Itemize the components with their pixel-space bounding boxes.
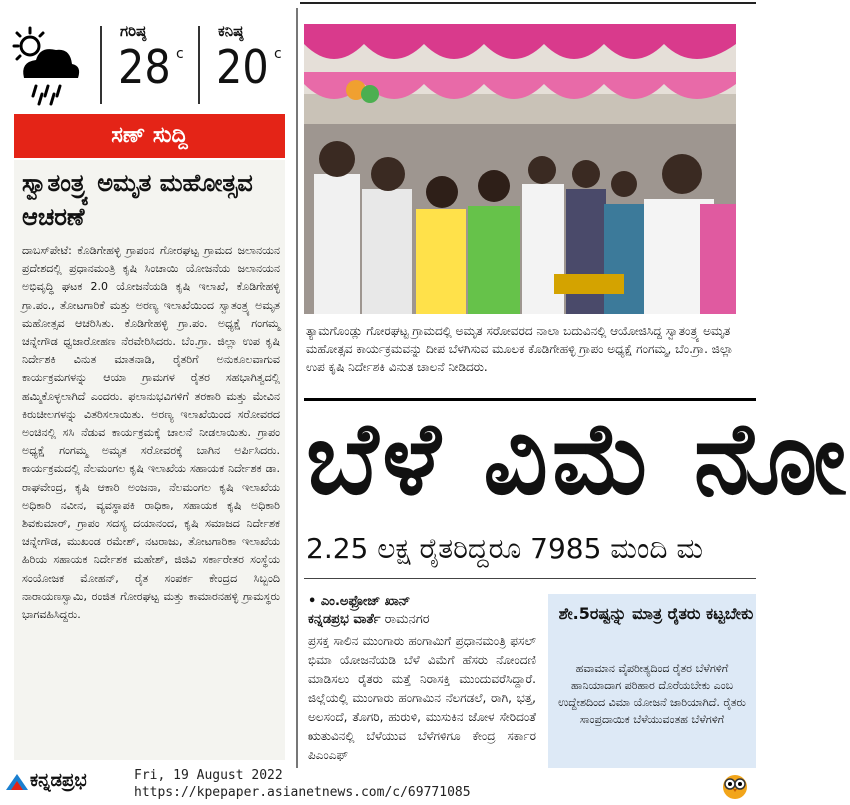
event-photo — [304, 24, 736, 314]
brand-logo-text: ಕನ್ನಡಪ್ರಭ — [30, 770, 87, 791]
max-temp-unit: c — [176, 46, 184, 62]
owl-mascot-icon — [720, 770, 750, 800]
main-article-body: ಪ್ರಸಕ್ತ ಸಾಲಿನ ಮುಂಗಾರು ಹಂಗಾಮಿಗೆ ಪ್ರಧಾನಮಂತ್ರಿ ಫಸಲ್ ಭಿಮಾ ಯೋಜನೆಯಡಿ ಬೆಳೆ ವಿಮೆಗೆ ಹೆಸರು ನೋಂದಣಿ ಮಾಡಿಸಲು ರೈತರು ಮತ್ತೆ ನಿರಾಸಕ್ತಿ ಮುಂದುವರೆಸಿದ್ದಾರೆ. ಜಿಲ್ಲೆಯಲ್ಲಿ ಮುಂಗಾರು ಹಂಗಾಮಿನ ನೆಲಗಡಲೆ, ರಾಗಿ, ಭತ್ತ, ಅಲಸಂದೆ, ತೊಗರಿ, ಹುರುಳಿ, ಮುಸುಕಿನ ಜೋಳ ಸೇರಿದಂತೆ ಋತುವಿನಲ್ಲಿ ಬೆಳೆಯುವ ಬೆಳೆಗಳಿಗೂ ಕೇಂದ್ರ ಸರ್ಕಾರ ಪಿಎಂಎಫ್ — [308, 634, 536, 762]
left-article-body: ದಾಬಸ್‌ಪೇಟೆ: ಕೊಡಿಗೇಹಳ್ಳಿ ಗ್ರಾಪಂನ ಗೋರಘಟ್ಟ ಗ್ರಾಮದ ಜಲಾನಯನ ಪ್ರದೇಶದಲ್ಲಿ ಪ್ರಧಾನಮಂತ್ರಿ ಕೃಷಿ ಸಿಂಚಾಯಿ ಯೋಜನೆಯ ಜಲಾನಯನ ಅಭಿವೃದ್ಧಿ ಘಟಕ 2.0 ಯೋಜನೆಯಡಿ ಕೃಷಿ ಇಲಾಖೆ, ಕೊಡಿಗೇಹಳ್ಳಿ ಗ್ರಾ.ಪಂ., ತೋಟಗಾರಿಕೆ ಮತ್ತು ಅರಣ್ಯ ಇಲಾಖೆಯಿಂದ ಸ್ವಾತಂತ್ರ್ಯ ಅಮೃತ ಮಹೋತ್ಸವ ಆಚರಿಸಿತು. ಕೊಡಿಗೇಹಳ್ಳಿ ಗ್ರಾ.ಪಂ. ಅಧ್ಯಕ್ಷೆ ಗಂಗಮ್ಮ ಚನ್ನೇಗೌಡ ಧ್ವಜಾರೋಹಣ ನೆರವೇರಿಸಿದರು. ಬೆಂ.ಗ್ರಾ. ಜಿಲ್ಲಾ ಉಪ ಕೃಷಿ ನಿರ್ದೇಶಕಿ ವಿನುತ ಮಾತನಾಡಿ, ರೈತರಿಗೆ ಅನುಕೂಲವಾಗುವ ಕಾರ್ಯಕ್ರಮಗಳನ್ನು ಆಯಾ ಗ್ರಾಮಗಳ ರೈತರ ಸಹಭಾಗಿತ್ವದಲ್ಲಿ ಹಮ್ಮಿಕೊಳ್ಳಲಾಗಿದೆ ಎಂದರು. ಫಲಾನುಭವಿಗಳಿಗೆ ತರಕಾರಿ ಮತ್ತು ಮೇವಿನ ಕಿರುಚೀಲಗಳನ್ನು ವಿತರಿಸಲಾಯಿತು. ಅರಣ್ಯ ಇಲಾಖೆಯಿಂದ ಸರೋವರದ ಅಂಚಿನಲ್ಲಿ ಸಸಿ ನೆಡುವ ಕಾರ್ಯಕ್ರಮಕ್ಕೆ ಚಾಲನೆ ನೀಡಲಾಯಿತು. ಗ್ರಾಪಂ ಅಧ್ಯಕ್ಷೆ ಗಂಗಮ್ಮ ಅಮೃತ ಸರೋವರಕ್ಕೆ ಬಾಗಿನ ಅರ್ಪಿಸಿದರು. ಕಾರ್ಯಕ್ರಮದಲ್ಲಿ ನೆಲಮಂಗಲ ಕೃಷಿ ಇಲಾಖೆಯ ಸಹಾಯಕ ನಿರ್ದೇಶಕ ಡಾ. ರಾಘವೇಂದ್ರ, ಕೃಷಿ ಆಕಾರಿ ಅಂಜನಾ, ನೆಲಮಂಗಲ ಕೃಷಿ ಇಲಾಖೆಯ ಅಧಿಕಾರಿ ನವೀನ, ವ್ಯವಸ್ಥಾಪಕಿ ರಾಧಿಕಾ, ಸಹಾಯಕ ಕೃಷಿ ಅಧಿಕಾರಿ ಶಿವಕುಮಾರ್, ಗ್ರಾಪಂ ಸದಸ್ಯ ದಯಾನಂದ, ಕೃಷಿ ಸಮಾಜದ ನಿರ್ದೇಶಕ ಚನ್ನೇಗೌಡ, ಮುಖಂಡ ರಮೇಶ್, ನಟರಾಜು, ತೋಟಗಾರಿಕಾ ಇಲಾಖೆಯ ಹಿರಿಯ ಸಹಾಯಕ ನಿರ್ದೇಶಕ ಮಹೇಶ್, ಜಿಜಿವಿ ಸರ್ಕಾರೇತರ ಸಂಸ್ಥೆಯ ಸಂಯೋಜಕ ಮೋಹನ್, ರೈತ ಸಂಪರ್ಕ ಕೇಂದ್ರದ ಸಿಬ್ಬಂದಿ ನಾರಾಯಣಸ್ವಾಮಿ, ರಂಜಿತ ಗೋರಘಟ್ಟ ಮತ್ತು ಕಾಮಾರನಹಳ್ಳಿ ಗ್ರಾಮಸ್ಥರು ಭಾಗವಹಿಸಿದ್ದರು. — [22, 244, 280, 622]
weather-divider-2 — [198, 26, 200, 104]
weather-divider — [100, 26, 102, 104]
cloud-rain-icon — [10, 24, 84, 106]
event-photo-image — [304, 24, 736, 314]
max-temp-label: ಗರಿಷ್ಠ — [120, 22, 147, 40]
side-box-headline: ಶೇ.5ರಷ್ಟನ್ನು ಮಾತ್ರ ರೈತರು ಕಟ್ಟಬೇಕು — [558, 604, 754, 623]
dateline-place: ರಾಮನಗರ — [384, 612, 430, 627]
news-source: ಕನ್ನಡಪ್ರಭ ವಾರ್ತೆ — [308, 612, 381, 627]
dateline — [308, 612, 430, 627]
main-subheadline: 2.25 ಲಕ್ಷ ರೈತರಿದ್ದರೂ 7985 ಮಂದಿ ಮ — [306, 532, 703, 565]
weather-widget — [10, 18, 290, 108]
left-article-headline: ಸ್ವಾತಂತ್ರ್ಯ ಅಮೃತ ಮಹೋತ್ಸವ ಆಚರಣೆ — [22, 169, 253, 231]
section-banner: ಸಣ್ ಸುದ್ದಿ — [14, 114, 285, 158]
column-divider — [296, 8, 298, 768]
byline: • ಎಂ.ಅಫ್ರೋಜ್ ಖಾನ್ — [308, 594, 411, 609]
photo-caption: ತ್ಯಾಮಗೊಂಡ್ಲು ಗೋರಘಟ್ಟ ಗ್ರಾಮದಲ್ಲಿ ಅಮೃತ ಸರೋವರದ ನಾಲಾ ಬದುವಿನಲ್ಲಿ ಆಯೋಜಿಸಿದ್ದ ಸ್ವಾತಂತ್ರ್ಯ ಅಮೃತ ಮಹೋತ್ಸವ ಕಾರ್ಯಕ್ರಮವನ್ನು ದೀಪ ಬೆಳಗಿಸುವ ಮೂಲಕ ಕೊಡಿಗೇಹಳ್ಳಿ ಗ್ರಾಪಂ ಅಧ್ಯಕ್ಷೆ ಗಂಗಮ್ಮ, ಬೆಂ.ಗ್ರಾ. ಜಿಲ್ಲಾ ಉಪ ಕೃಷಿ ನಿರ್ದೇಶಕಿ ವಿನುತ ಚಾಲನೆ ನೀಡಿದರು. — [306, 324, 734, 374]
footer-date: Fri, 19 August 2022 — [134, 768, 283, 783]
footer-url[interactable]: https://kpepaper.asianetnews.com/c/69771085 — [134, 785, 471, 800]
min-temp-label: ಕನಿಷ್ಠ — [218, 22, 244, 40]
subhead-rule — [304, 578, 756, 579]
main-headline: ಬೆಳೆ ವಿಮೆ ನೋ — [306, 400, 850, 517]
min-temp-value: 20 — [216, 40, 269, 94]
side-box-body: ಹವಾಮಾನ ವೈಪರೀತ್ಯದಿಂದ ರೈತರ ಬೆಳೆಗಳಿಗೆ ಹಾನಿಯಾದಾಗ ಪರಿಹಾರ ದೊರೆಯಬೇಕು ಎಂಬ ಉದ್ದೇಶದಿಂದ ವಿಮಾ ಯೋಜನೆ ಜಾರಿಯಾಗಿದೆ. ರೈತರು ಸಾಂಪ್ರದಾಯಿಕ ಬೆಳೆಯುವಂತಹ ಬೆಳೆಗಳಿಗೆ — [558, 662, 746, 726]
max-temp-value: 28 — [118, 40, 171, 94]
kannadaprabha-logo-icon — [6, 774, 28, 790]
min-temp-unit: c — [274, 46, 282, 62]
top-rule — [0, 0, 756, 6]
